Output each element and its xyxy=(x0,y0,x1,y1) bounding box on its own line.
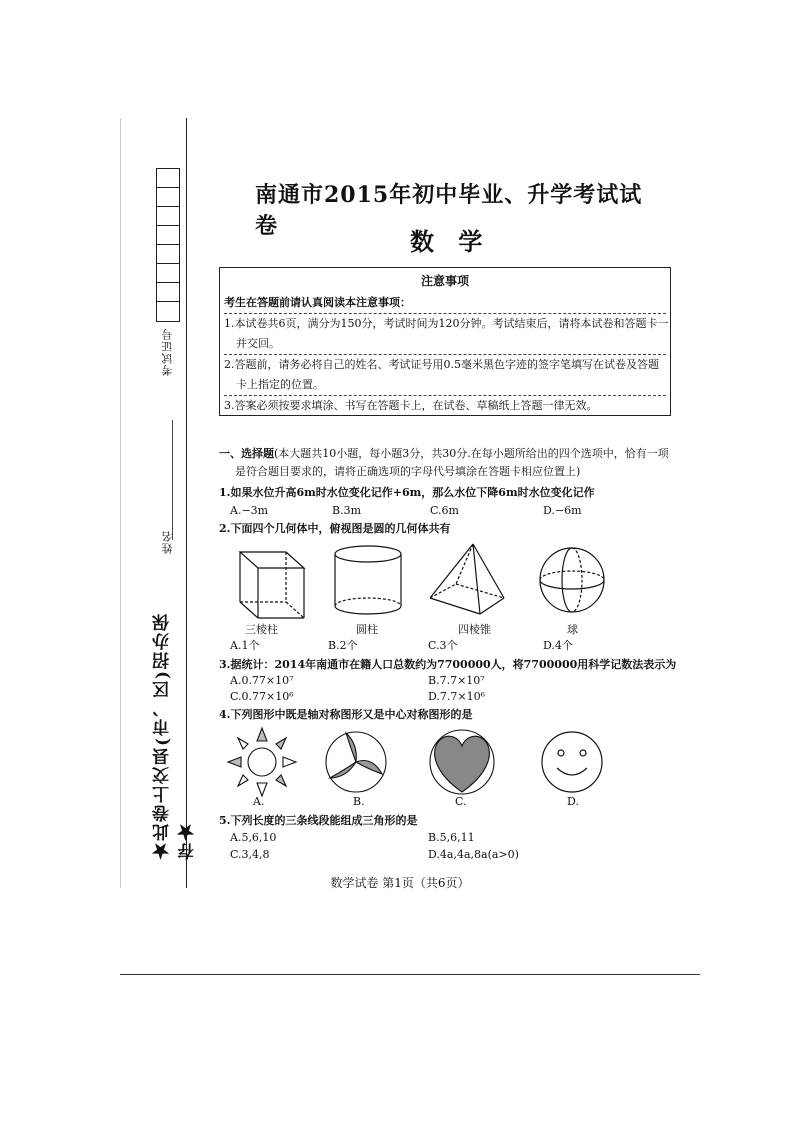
q3-option-b: B.7.7×10⁷ xyxy=(428,674,485,687)
q2-caption-prism: 三棱柱 xyxy=(245,623,278,636)
q3-option-c: C.0.77×10⁶ xyxy=(230,690,294,703)
q1-option-c: C.6m xyxy=(430,504,459,517)
notice-item: 2.答题前，请务必将自己的姓名、考试证号用0.5毫米黑色字迹的签字笔填写在试卷及答题 xyxy=(224,358,659,371)
q4-option-d: D. xyxy=(567,795,579,808)
q4-option-b: B. xyxy=(353,795,365,808)
keep-notice: ★此卷上交县(市、区)招办保存★ xyxy=(153,611,198,860)
q2-solids-figure xyxy=(228,540,618,620)
notice-item: 1.本试卷共6页，满分为150分，考试时间为120分钟。考试结束后，请将本试卷和答题卡一 xyxy=(224,317,669,330)
section-heading xyxy=(219,446,689,461)
notice-item: 并交回。 xyxy=(236,337,280,350)
q3-stem: 3.据统计：2014年南通市在籍人口总数约为7700000人，将7700000用科学记数法表示为 xyxy=(219,658,677,671)
q4-shapes-figure xyxy=(226,722,616,802)
notice-lead: 考生在答题前请认真阅读本注意事项： xyxy=(224,296,411,309)
q3-option-a: A.0.77×10⁷ xyxy=(230,674,294,687)
notice-box xyxy=(219,267,671,416)
q1-option-d: D.−6m xyxy=(543,504,582,517)
three-blade-circle-icon xyxy=(326,732,386,792)
name-write-line[interactable] xyxy=(172,420,173,540)
sphere-icon xyxy=(540,548,604,612)
q2-option-a: A.1个 xyxy=(230,639,260,652)
q2-caption-cylinder: 圆柱 xyxy=(356,623,378,636)
q1-option-b: B.3m xyxy=(332,504,362,517)
name-label: 姓名 xyxy=(161,530,174,554)
square-pyramid-icon xyxy=(430,544,504,614)
q4-option-a: A. xyxy=(253,795,265,808)
cylinder-icon xyxy=(335,546,401,614)
q5-option-c: C.3,4,8 xyxy=(230,848,270,861)
sun-icon xyxy=(228,728,296,796)
q2-option-b: B.2个 xyxy=(328,639,358,652)
q5-option-d: D.4a,4a,8a(a>0) xyxy=(428,848,519,861)
q3-option-d: D.7.7×10⁶ xyxy=(428,690,486,703)
q5-option-b: B.5,6,11 xyxy=(428,831,475,844)
section-label: 一、选择题 xyxy=(219,447,274,460)
q5-option-a: A.5,6,10 xyxy=(230,831,277,844)
q2-caption-sphere: 球 xyxy=(567,623,578,636)
exam-title: 南通市2015年初中毕业、升学考试试卷 xyxy=(255,182,643,239)
q4-option-c: C. xyxy=(455,795,467,808)
q1-option-a: A.−3m xyxy=(230,504,269,517)
smiley-face-icon xyxy=(542,732,602,792)
q2-option-c: C.3个 xyxy=(428,639,458,652)
section-desc-2: 是符合题目要求的，请将正确选项的字母代号填涂在答题卡相应位置上) xyxy=(235,465,581,478)
section-desc: (本大题共10小题，每小题3分，共30分.在每小题所给出的四个选项中，恰有一项 xyxy=(274,447,669,460)
scan-bottom-rule xyxy=(120,974,700,975)
q5-stem: 5.下列长度的三条线段能组成三角形的是 xyxy=(219,814,418,827)
exam-id-label: 考试证号 xyxy=(161,328,174,376)
q1-stem: 1.如果水位升高6m时水位变化记作+6m，那么水位下降6m时水位变化记作 xyxy=(219,486,595,499)
q2-stem: 2.下面四个几何体中，俯视图是圆的几何体共有 xyxy=(219,522,451,535)
heart-in-circle-icon xyxy=(430,730,494,794)
q2-caption-pyramid: 四棱锥 xyxy=(458,623,491,636)
notice-title: 注意事项 xyxy=(420,274,469,288)
triangular-prism-icon xyxy=(240,552,304,618)
exam-id-boxes[interactable] xyxy=(156,168,180,322)
q4-stem: 4.下列图形中既是轴对称图形又是中心对称图形的是 xyxy=(219,708,473,721)
notice-item: 3.答案必须按要求填涂、书写在答题卡上，在试卷、草稿纸上答题一律无效。 xyxy=(224,399,598,412)
notice-item: 卡上指定的位置。 xyxy=(236,378,324,391)
subject-title: 数 学 xyxy=(410,227,491,256)
page-footer: 数学试卷 第1页（共6页） xyxy=(330,876,470,890)
q2-option-d: D.4个 xyxy=(543,639,573,652)
